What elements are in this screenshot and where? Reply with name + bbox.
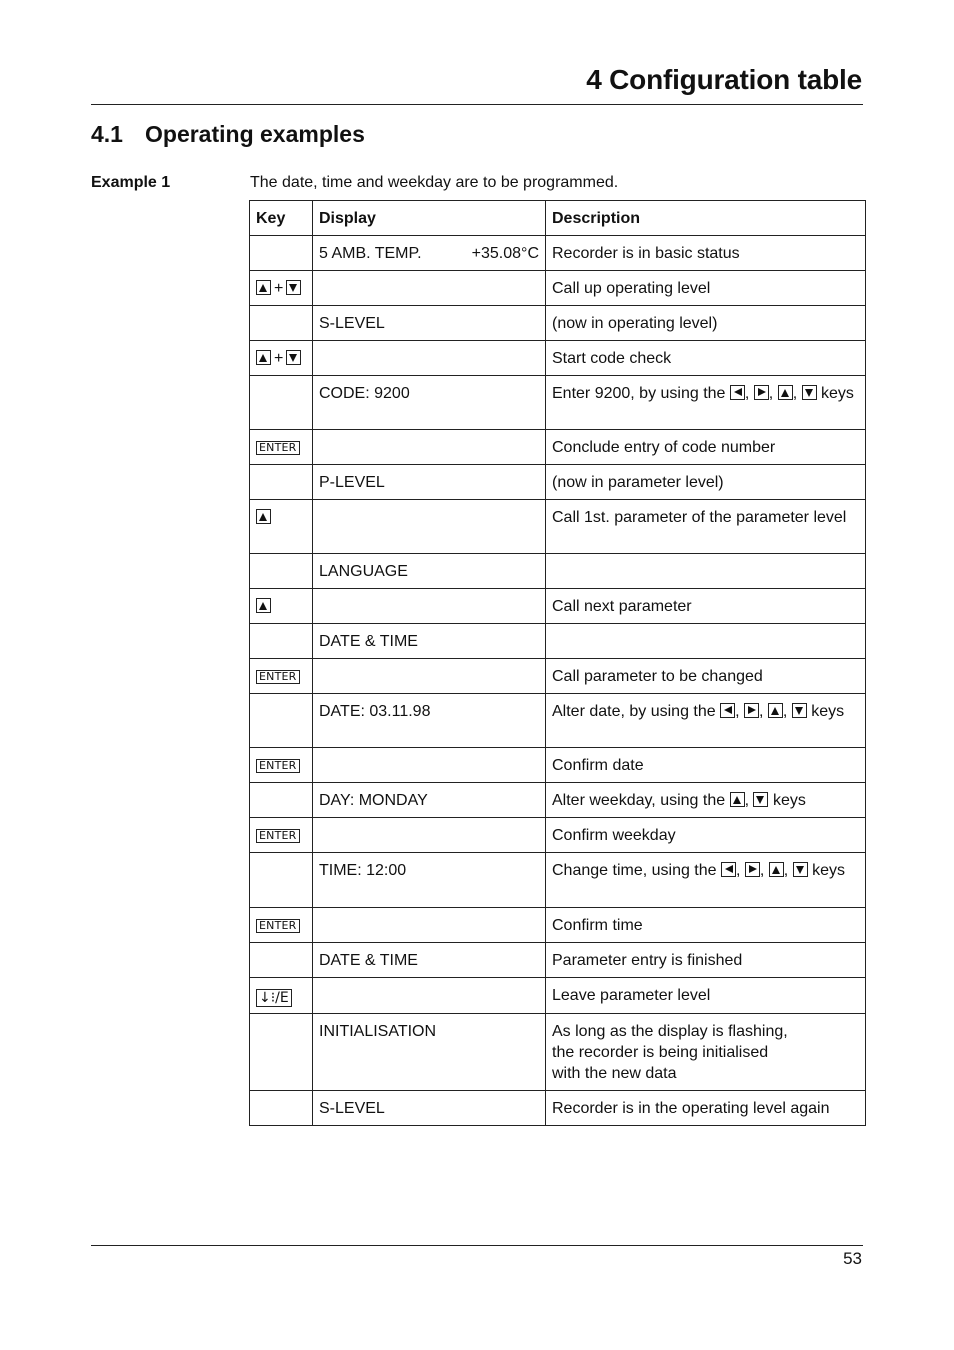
display-cell (313, 624, 546, 659)
table-row (250, 908, 866, 943)
section-title (91, 121, 365, 148)
description-cell (546, 589, 866, 624)
display-cell (313, 853, 546, 908)
enter-key-icon: ENTER (256, 829, 300, 843)
up-key-icon (256, 280, 271, 295)
display-cell (313, 694, 546, 748)
display-text: DAY: MONDAY (319, 792, 428, 809)
description-text: Parameter entry is finished (552, 952, 743, 969)
description-text: Alter weekday, using the (552, 792, 726, 809)
up-key-icon (256, 598, 271, 613)
display-text: INITIALISATION (319, 1023, 437, 1040)
description-cell: Alter weekday, using the , keys (546, 783, 866, 818)
table-row (250, 500, 866, 554)
down-key-icon (753, 792, 768, 807)
key-cell (250, 306, 313, 341)
display-cell (313, 465, 546, 500)
down-key-icon (286, 350, 301, 365)
description-text: Confirm weekday (552, 827, 676, 844)
description-text: Confirm date (552, 757, 644, 774)
key-cell (250, 430, 313, 465)
display-cell (313, 818, 546, 853)
display-text: DATE: 03.11.98 (319, 703, 431, 720)
description-cell (546, 341, 866, 376)
display-cell (313, 908, 546, 943)
enter-key-icon: ENTER (256, 759, 300, 773)
table-row (250, 306, 866, 341)
description-text: (now in operating level) (552, 315, 718, 332)
display-cell (313, 978, 546, 1014)
enter-key-icon: ENTER (256, 919, 300, 933)
table-row (250, 554, 866, 589)
display-cell (313, 271, 546, 306)
description-cell (546, 624, 866, 659)
up-key-icon (768, 703, 783, 718)
description-text: Start code check (552, 350, 672, 367)
description-cell (546, 943, 866, 978)
table-row (250, 589, 866, 624)
description-suffix: keys (811, 703, 845, 720)
description-cell (546, 818, 866, 853)
right-key-icon (754, 385, 769, 400)
down-key-icon (286, 280, 301, 295)
description-text: Call next parameter (552, 598, 692, 615)
display-cell (313, 783, 546, 818)
key-cell (250, 589, 313, 624)
description-cell: Enter 9200, by using the , , , keys (546, 376, 866, 430)
key-cell (250, 659, 313, 694)
display-cell (313, 748, 546, 783)
header-description: Description (546, 201, 866, 236)
display-cell (313, 306, 546, 341)
key-cell (250, 341, 313, 376)
display-text: DATE & TIME (319, 952, 418, 969)
description-text: Conclude entry of code number (552, 439, 776, 456)
description-text: Leave parameter level (552, 987, 711, 1004)
key-cell (250, 554, 313, 589)
key-cell (250, 624, 313, 659)
footer-rule (91, 1245, 863, 1246)
display-cell (313, 376, 546, 430)
up-key-icon (769, 862, 784, 877)
display-cell (313, 589, 546, 624)
key-cell (250, 943, 313, 978)
down-key-icon (802, 385, 817, 400)
key-cell (250, 818, 313, 853)
table-row (250, 271, 866, 306)
display-text: S-LEVEL (319, 315, 385, 332)
section-number: 4.1 (91, 121, 123, 147)
key-cell (250, 978, 313, 1014)
description-cell (546, 908, 866, 943)
description-text: Enter 9200, by using the (552, 385, 726, 402)
display-value: +35.08°C (471, 245, 539, 262)
down-key-icon (792, 703, 807, 718)
table-row (250, 376, 866, 430)
description-cell (546, 978, 866, 1014)
display-text: CODE: 9200 (319, 385, 410, 402)
left-key-icon (721, 862, 736, 877)
description-cell (546, 236, 866, 271)
up-key-icon (730, 792, 745, 807)
up-key-icon (778, 385, 793, 400)
description-suffix: keys (772, 792, 806, 809)
up-key-icon (256, 509, 271, 524)
table-row (250, 748, 866, 783)
left-key-icon (720, 703, 735, 718)
exit-key-icon: ↓⁝/E (256, 989, 292, 1007)
display-cell (313, 1091, 546, 1126)
key-cell (250, 376, 313, 430)
table-row (250, 1091, 866, 1126)
description-cell (546, 500, 866, 554)
left-key-icon (730, 385, 745, 400)
description-cell (546, 748, 866, 783)
display-text: 5 AMB. TEMP. (319, 245, 422, 262)
down-key-icon (793, 862, 808, 877)
display-text: TIME: 12:00 (319, 862, 407, 879)
enter-key-icon: ENTER (256, 670, 300, 684)
description-text: Call up operating level (552, 280, 711, 297)
display-text: LANGUAGE (319, 563, 408, 580)
display-cell (313, 1014, 546, 1091)
key-cell (250, 748, 313, 783)
display-cell (313, 554, 546, 589)
key-cell (250, 783, 313, 818)
up-key-icon (256, 350, 271, 365)
table-row (250, 659, 866, 694)
key-cell (250, 500, 313, 554)
display-text: DATE & TIME (319, 633, 418, 650)
key-cell (250, 236, 313, 271)
display-cell (313, 943, 546, 978)
key-cell (250, 694, 313, 748)
chapter-title: 4 Configuration table (586, 64, 862, 95)
description-suffix: keys (821, 385, 854, 402)
description-cell (546, 465, 866, 500)
description-suffix: keys (812, 862, 846, 879)
header-key: Key (250, 201, 313, 236)
description-cell: Alter date, by using the , , , keys (546, 694, 866, 748)
description-text: Recorder is in basic status (552, 245, 740, 262)
table-row (250, 1014, 866, 1091)
key-cell (250, 1014, 313, 1091)
key-cell (250, 908, 313, 943)
description-text: (now in parameter level) (552, 474, 724, 491)
table-row (250, 694, 866, 748)
key-cell (250, 1091, 313, 1126)
description-cell (546, 271, 866, 306)
display-cell (313, 430, 546, 465)
description-cell (546, 659, 866, 694)
display-cell (313, 236, 546, 271)
description-cell: Change time, using the , , , keys (546, 853, 866, 908)
description-text: As long as the display is flashing, the recorder is being initialised with the new data (552, 1023, 788, 1082)
table-row (250, 341, 866, 376)
description-text: Change time, using the (552, 862, 717, 879)
table-row (250, 430, 866, 465)
description-text: Call 1st. parameter of the parameter level (552, 509, 847, 526)
enter-key-icon: ENTER (256, 441, 300, 455)
description-cell (546, 306, 866, 341)
table-row (250, 978, 866, 1014)
right-key-icon (744, 703, 759, 718)
display-cell (313, 341, 546, 376)
key-cell (250, 853, 313, 908)
operating-steps-table (249, 200, 866, 1126)
description-cell (546, 1091, 866, 1126)
table-row (250, 853, 866, 908)
description-text: Recorder is in the operating level again (552, 1100, 830, 1117)
description-cell (546, 430, 866, 465)
description-text: Confirm time (552, 917, 643, 934)
example-intro: The date, time and weekday are to be programmed. (250, 174, 619, 191)
example-label: Example 1 (91, 174, 171, 191)
table-row (250, 236, 866, 271)
right-key-icon (745, 862, 760, 877)
header-display: Display (313, 201, 546, 236)
table-row (250, 783, 866, 818)
table-row (250, 624, 866, 659)
display-cell (313, 500, 546, 554)
table-row (250, 818, 866, 853)
key-cell (250, 465, 313, 500)
display-text: S-LEVEL (319, 1100, 385, 1117)
page-number: 53 (843, 1249, 862, 1268)
key-cell (250, 271, 313, 306)
description-cell (546, 554, 866, 589)
header-rule (91, 104, 863, 105)
plus-sign: + (274, 350, 284, 367)
table-row (250, 465, 866, 500)
description-text: Alter date, by using the (552, 703, 716, 720)
display-text: P-LEVEL (319, 474, 385, 491)
display-cell (313, 659, 546, 694)
section-title-text: Operating examples (145, 121, 365, 147)
table-row (250, 943, 866, 978)
description-text: Call parameter to be changed (552, 668, 763, 685)
table-header-row (250, 201, 866, 236)
plus-sign: + (274, 280, 284, 297)
description-cell (546, 1014, 866, 1091)
